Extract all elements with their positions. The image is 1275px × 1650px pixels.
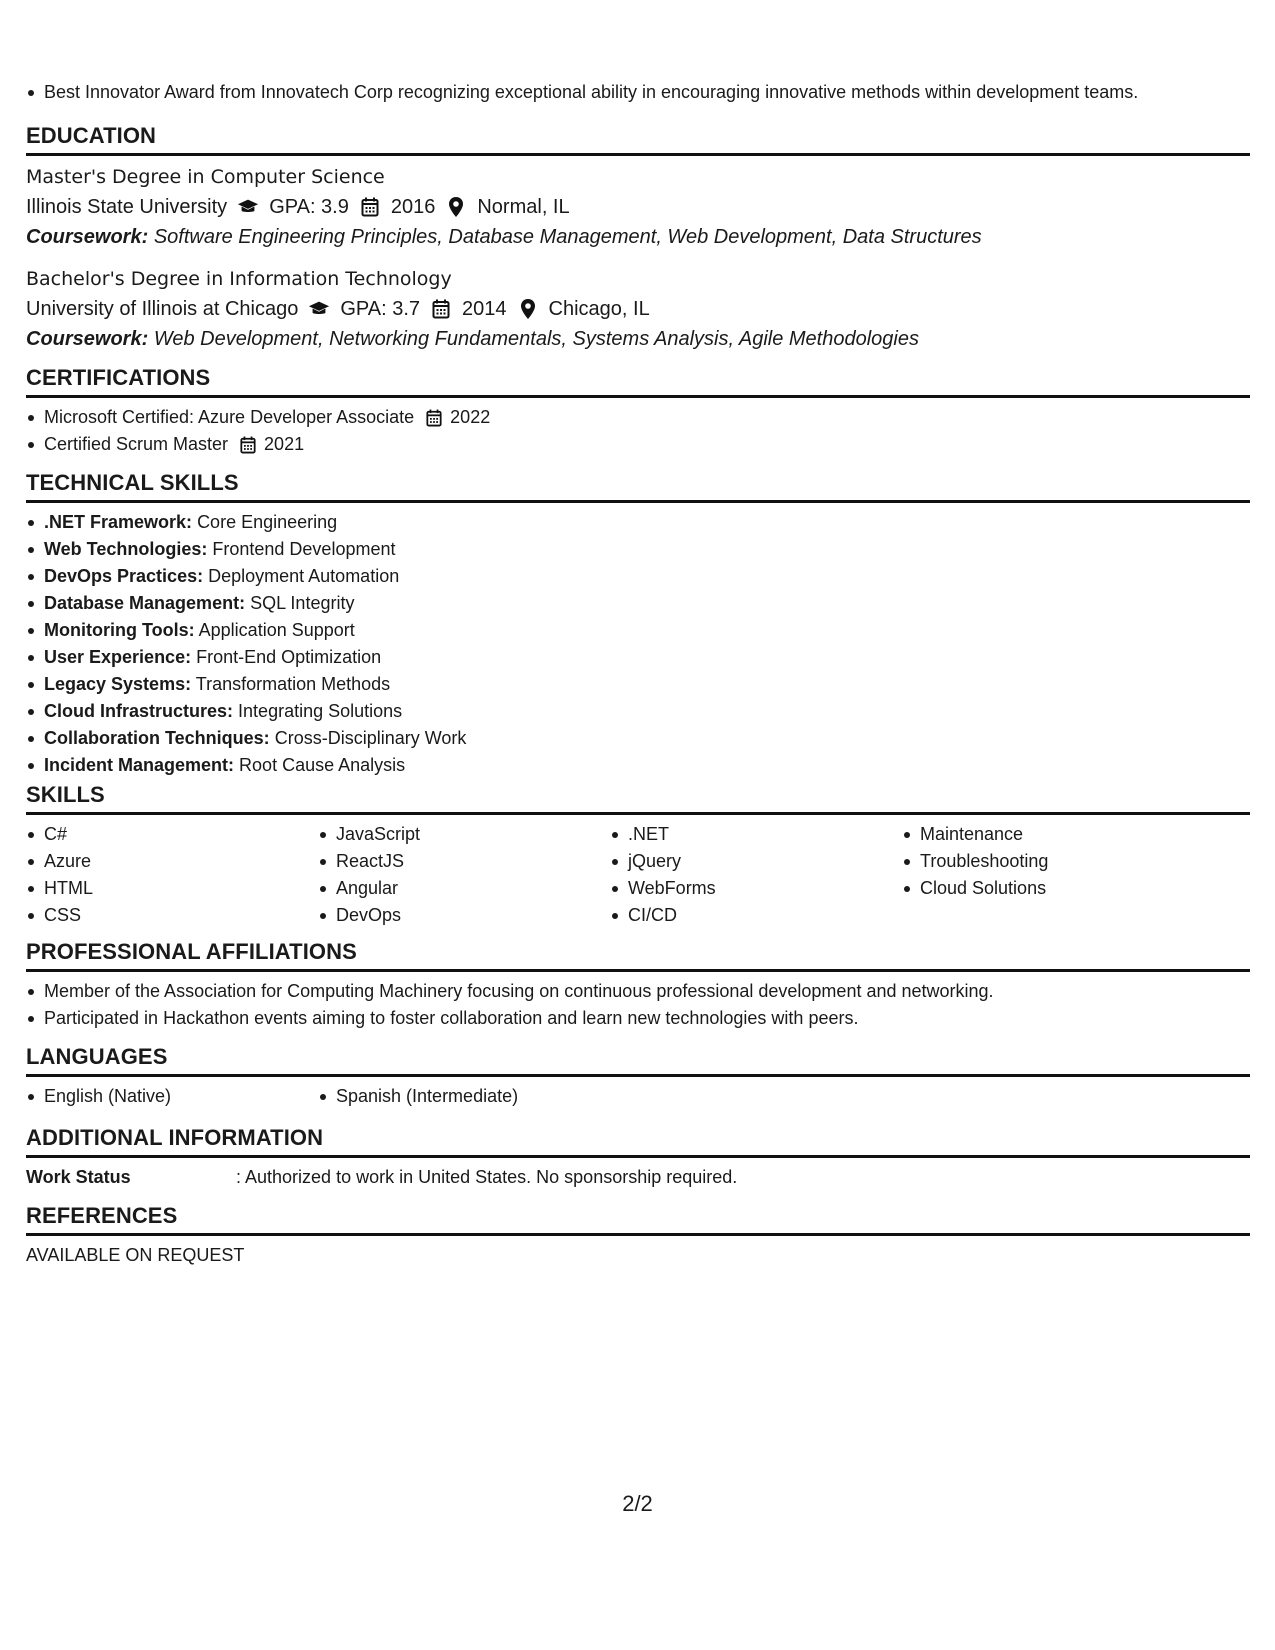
list-item — [26, 698, 1250, 725]
skill-detail: Transformation Methods — [195, 674, 391, 694]
languages-section — [26, 1044, 1250, 1110]
certifications-list — [26, 404, 1250, 458]
coursework — [26, 222, 1250, 252]
list-item: English (Native) — [26, 1083, 318, 1110]
certification-year: 2021 — [264, 434, 305, 454]
skills-columns — [26, 821, 1250, 929]
skill-category: Cloud Infrastructures: — [44, 701, 234, 721]
list-item: Best Innovator Award from Innovatech Corp recognizing exceptional ability in encouraging innovative methods within development teams. — [26, 79, 1250, 106]
skill-detail: SQL Integrity — [250, 593, 355, 613]
work-status-value: : Authorized to work in United States. No sponsorship required. — [236, 1167, 738, 1187]
certification-name: Certified Scrum Master — [44, 434, 229, 454]
certification-name: Microsoft Certified: Azure Developer Associate — [44, 407, 415, 427]
coursework-label: Coursework: — [26, 328, 149, 350]
work-status-row — [26, 1164, 1250, 1190]
list-item — [26, 404, 1250, 431]
calendar-icon — [430, 298, 452, 320]
section-heading-languages: LANGUAGES — [26, 1044, 1250, 1077]
list-item: Member of the Association for Computing Machinery focusing on continuous professional development and networking. — [26, 978, 1250, 1005]
languages-columns — [26, 1083, 1250, 1110]
map-pin-icon — [445, 196, 467, 218]
references-text: AVAILABLE ON REQUEST — [26, 1245, 245, 1265]
list-item: WebForms — [610, 875, 902, 902]
list-item: jQuery — [610, 848, 902, 875]
skill-category: Web Technologies: — [44, 539, 208, 559]
list-item: C# — [26, 821, 318, 848]
education-entry — [26, 162, 1250, 252]
education-entry — [26, 264, 1250, 354]
list-item — [26, 671, 1250, 698]
coursework — [26, 324, 1250, 354]
school-location: Chicago, IL — [548, 298, 650, 320]
skill-category: DevOps Practices: — [44, 566, 204, 586]
certification-year: 2022 — [450, 407, 491, 427]
skill-category: .NET Framework: — [44, 512, 193, 532]
school-name: Illinois State University — [26, 196, 228, 218]
coursework-list: Web Development, Networking Fundamentals, Systems Analysis, Agile Methodologies — [153, 328, 919, 350]
list-item: CI/CD — [610, 902, 902, 929]
work-status-label: Work Status — [26, 1167, 131, 1187]
list-item — [26, 563, 1250, 590]
list-item — [26, 590, 1250, 617]
list-item: ReactJS — [318, 848, 610, 875]
gpa: GPA: 3.9 — [269, 196, 349, 218]
calendar-icon — [240, 435, 260, 455]
page-number: 2/2 — [622, 1491, 653, 1516]
list-item — [26, 644, 1250, 671]
section-heading-references: REFERENCES — [26, 1203, 1250, 1236]
education-meta — [26, 192, 1250, 222]
section-heading-skills: SKILLS — [26, 782, 1250, 815]
skill-category: Database Management: — [44, 593, 246, 613]
map-pin-icon — [517, 298, 539, 320]
awards-continued-list — [26, 79, 1250, 106]
skill-category: Monitoring Tools: — [44, 620, 195, 640]
calendar-icon — [426, 408, 446, 428]
certifications-section — [26, 365, 1250, 458]
list-item: Cloud Solutions — [902, 875, 1194, 902]
references-section — [26, 1203, 1250, 1268]
education-meta — [26, 294, 1250, 324]
gpa: GPA: 3.7 — [340, 298, 421, 320]
list-item: Maintenance — [902, 821, 1194, 848]
skill-detail: Integrating Solutions — [238, 701, 403, 721]
skills-column — [902, 821, 1194, 929]
section-heading-additional-information: ADDITIONAL INFORMATION — [26, 1125, 1250, 1158]
affiliations-section — [26, 939, 1250, 1032]
list-item: .NET — [610, 821, 902, 848]
section-heading-affiliations: PROFESSIONAL AFFILIATIONS — [26, 939, 1250, 972]
list-item — [26, 431, 1250, 458]
list-item: CSS — [26, 902, 318, 929]
list-item — [26, 536, 1250, 563]
coursework-list: Software Engineering Principles, Database Management, Web Development, Data Structures — [153, 226, 982, 248]
degree-title: Bachelor's Degree in Information Technology — [26, 268, 452, 290]
list-item — [26, 752, 1250, 779]
education-section — [26, 123, 1250, 366]
section-heading-education: EDUCATION — [26, 123, 1250, 156]
section-heading-certifications: CERTIFICATIONS — [26, 365, 1250, 398]
list-item: Angular — [318, 875, 610, 902]
skill-detail: Core Engineering — [197, 512, 338, 532]
skill-category: User Experience: — [44, 647, 192, 667]
languages-column — [26, 1083, 318, 1110]
skill-detail: Frontend Development — [212, 539, 396, 559]
graduation-cap-icon — [237, 196, 259, 218]
calendar-icon — [359, 196, 381, 218]
additional-information-section — [26, 1125, 1250, 1190]
technical-skills-list — [26, 509, 1250, 779]
skill-category: Incident Management: — [44, 755, 235, 775]
list-item: Troubleshooting — [902, 848, 1194, 875]
graduation-year: 2014 — [462, 298, 507, 320]
skills-column — [26, 821, 318, 929]
skills-column — [610, 821, 902, 929]
skill-detail: Deployment Automation — [208, 566, 400, 586]
degree-title: Master's Degree in Computer Science — [26, 166, 385, 188]
list-item: Participated in Hackathon events aiming to foster collaboration and learn new technologies with peers. — [26, 1005, 1250, 1032]
section-heading-technical-skills: TECHNICAL SKILLS — [26, 470, 1250, 503]
skill-detail: Application Support — [198, 620, 355, 640]
list-item — [26, 617, 1250, 644]
list-item — [26, 725, 1250, 752]
graduation-year: 2016 — [390, 196, 436, 218]
school-name: University of Illinois at Chicago — [26, 298, 299, 320]
skills-column — [318, 821, 610, 929]
school-location: Normal, IL — [477, 196, 570, 218]
list-item — [26, 509, 1250, 536]
technical-skills-section — [26, 470, 1250, 779]
list-item: DevOps — [318, 902, 610, 929]
skill-category: Collaboration Techniques: — [44, 728, 270, 748]
languages-column — [318, 1083, 610, 1110]
skills-section — [26, 782, 1250, 929]
graduation-cap-icon — [308, 298, 330, 320]
affiliations-list — [26, 978, 1250, 1032]
skill-category: Legacy Systems: — [44, 674, 192, 694]
list-item: Azure — [26, 848, 318, 875]
skill-detail: Root Cause Analysis — [239, 755, 406, 775]
list-item: Spanish (Intermediate) — [318, 1083, 610, 1110]
list-item: HTML — [26, 875, 318, 902]
skill-detail: Front-End Optimization — [196, 647, 382, 667]
skill-detail: Cross-Disciplinary Work — [274, 728, 467, 748]
coursework-label: Coursework: — [26, 226, 149, 248]
list-item: JavaScript — [318, 821, 610, 848]
